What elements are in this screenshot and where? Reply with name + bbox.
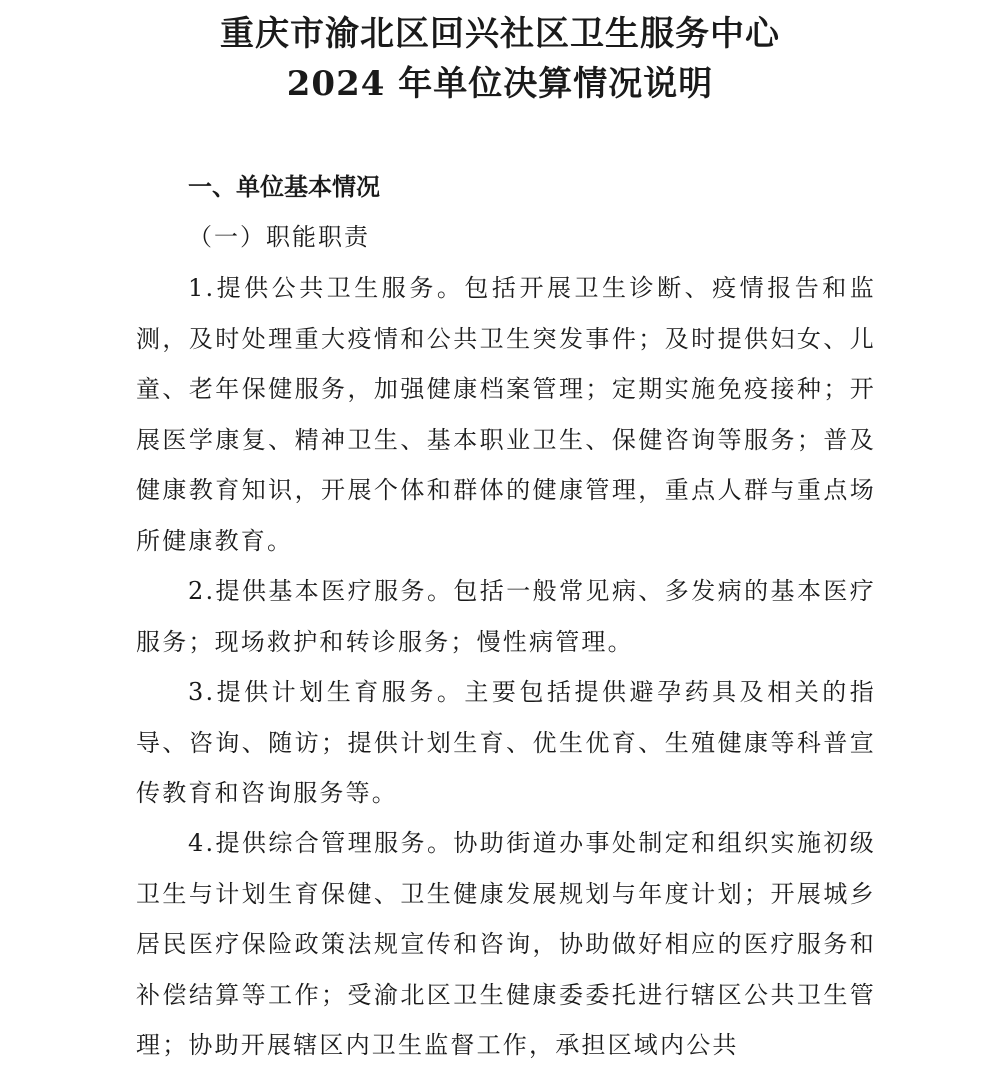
paragraph-public-health: 1.提供公共卫生服务。包括开展卫生诊断、疫情报告和监测，及时处理重大疫情和公共卫生突发事件；及时提供妇女、儿童、老年保健服务，加强健康档案管理；定期实施免疫接种；开展医学康复、精神卫生、基本职业卫生、保健咨询等服务；普及健康教育知识，开展个体和群体的健康管理，重点人群与重点场所健康教育。	[136, 274, 876, 555]
paragraph-family-planning: 3.提供计划生育服务。主要包括提供避孕药具及相关的指导、咨询、随访；提供计划生育、优生优育、生殖健康等科普宣传教育和咨询服务等。	[136, 678, 876, 807]
paragraph-basic-medical: 2.提供基本医疗服务。包括一般常见病、多发病的基本医疗服务；现场救护和转诊服务；慢性病管理。	[136, 577, 876, 656]
section-heading: 一、单位基本情况	[188, 173, 380, 201]
document-title-line1: 重庆市渝北区回兴社区卫生服务中心	[220, 14, 780, 54]
subsection-heading: （一）职能职责	[188, 223, 370, 251]
document-title-line2: 2024 年单位决算情况说明	[286, 64, 714, 104]
paragraph-management: 4.提供综合管理服务。协助街道办事处制定和组织实施初级卫生与计划生育保健、卫生健康发展规划与年度计划；开展城乡居民医疗保险政策法规宣传和咨询，协助做好相应的医疗服务和补偿结算等工作；受渝北区卫生健康委委托进行辖区公共卫生管理；协助开展辖区内卫生监督工作，承担区域内公共	[136, 829, 876, 1059]
